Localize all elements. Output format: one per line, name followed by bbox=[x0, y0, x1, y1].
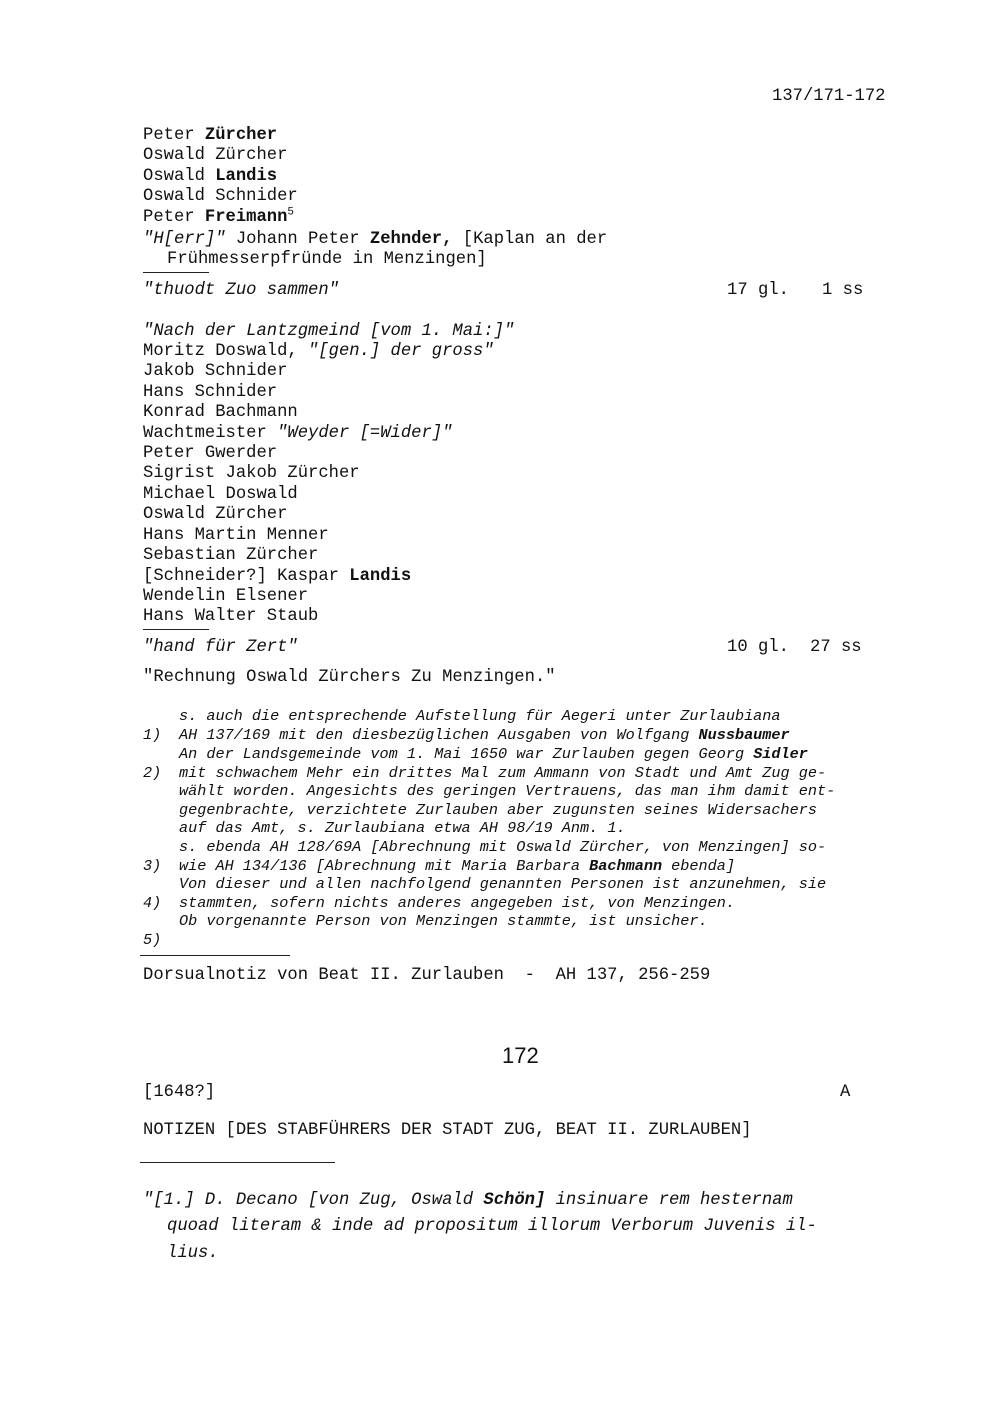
list-item: [Schneider?] Kaspar Landis bbox=[143, 567, 412, 586]
account-title: "Rechnung Oswald Zürchers Zu Menzingen." bbox=[143, 668, 556, 687]
list-item: Jakob Schnider bbox=[143, 362, 288, 381]
document-letter: A bbox=[840, 1083, 851, 1102]
footnote-marker: 5 bbox=[287, 206, 295, 219]
footnote-5: 5) Ob vorgenannte Person von Menzingen stammte, ist unsicher. bbox=[143, 912, 708, 949]
list-item: Oswald Schnider bbox=[143, 187, 298, 206]
dorsual-note: Dorsualnotiz von Beat II. Zurlauben - AH 137, 256-259 bbox=[143, 966, 711, 985]
sum-label: "hand für Zert" bbox=[143, 638, 298, 657]
list-item: Peter Zürcher bbox=[143, 126, 278, 145]
latin-line: lius. bbox=[167, 1244, 219, 1263]
latin-line: "[1.] D. Decano [von Zug, Oswald Schön] insinuare rem hesternam bbox=[143, 1191, 793, 1210]
list-item-zehnder: "H[err]" Johann Peter Zehnder, [Kaplan an der bbox=[143, 230, 608, 249]
section-heading: "Nach der Lantzgmeind [vom 1. Mai:]" bbox=[143, 322, 515, 341]
latin-line: quoad literam & inde ad propositum illorum Verborum Juvenis il- bbox=[167, 1217, 817, 1236]
sum-schilling: 1 ss bbox=[822, 281, 864, 300]
list-item: Peter Gwerder bbox=[143, 444, 278, 463]
sum-gulden: 17 gl. bbox=[727, 281, 789, 300]
list-item: Wachtmeister "Weyder [=Wider]" bbox=[143, 424, 453, 443]
list-item: Hans Martin Menner bbox=[143, 526, 329, 545]
list-item: Moritz Doswald, "[gen.] der gross" bbox=[143, 342, 494, 361]
page-reference: 137/171-172 bbox=[772, 87, 886, 106]
sum-label: "thuodt Zuo sammen" bbox=[143, 281, 339, 300]
sum-divider bbox=[143, 629, 209, 630]
sum-divider bbox=[143, 272, 209, 273]
footnote-1: 1) s. auch die entsprechende Aufstellung für Aegeri unter Zurlaubiana AH 137/169 mit den diesbezüglichen Ausgaben von Wolfgang Nussbaumer bbox=[143, 707, 790, 744]
list-item: Peter Freimann$^5$ bbox=[143, 206, 295, 227]
list-item: Wendelin Elsener bbox=[143, 587, 309, 606]
list-item: Sigrist Jakob Zürcher bbox=[143, 464, 360, 483]
footnote-4: 4) Von dieser und allen nachfolgend genannten Personen ist anzunehmen, sie stammten, sofern nichts anderes angegeben ist, von Menzingen. bbox=[143, 875, 827, 912]
list-item: Michael Doswald bbox=[143, 485, 298, 504]
section-divider bbox=[140, 955, 290, 956]
list-item: Sebastian Zürcher bbox=[143, 546, 319, 565]
list-item: Oswald Zürcher bbox=[143, 505, 288, 524]
list-item: Oswald Zürcher bbox=[143, 146, 288, 165]
document-date: [1648?] bbox=[143, 1083, 216, 1102]
footnote-3: 3) s. ebenda AH 128/69A [Abrechnung mit Oswald Zürcher, von Menzingen] so- wie AH 134/136 [Abrechnung mit Maria Barbara Bachmann ebenda] bbox=[143, 838, 827, 875]
sum-schilling: 27 ss bbox=[810, 638, 862, 657]
sum-gulden: 10 gl. bbox=[727, 638, 789, 657]
list-item: Hans Schnider bbox=[143, 383, 278, 402]
list-item: Oswald Landis bbox=[143, 167, 278, 186]
title-divider bbox=[140, 1162, 335, 1163]
footnote-2: 2) An der Landsgemeinde vom 1. Mai 1650 war Zurlauben gegen Georg Sidler mit schwachem Mehr ein drittes Mal zum Ammann von Stadt und Amt Zug ge- wählt worden. Angesichts des geringen Vertrauens, das man ihm damit ent- gegenbrachte, verzichtete Zurlauben aber zugunsten seines Widersachers auf das Amt, s. Zurlaubiana etwa AH 98/19 Anm. 1. bbox=[143, 745, 836, 838]
document-number: 172 bbox=[502, 1043, 539, 1068]
document-title: NOTIZEN [DES STABFÜHRERS DER STADT ZUG, BEAT II. ZURLAUBEN] bbox=[143, 1121, 752, 1140]
list-item-continuation: Frühmesserpfründe in Menzingen] bbox=[167, 250, 487, 269]
list-item: Hans Walter Staub bbox=[143, 607, 319, 626]
list-item: Konrad Bachmann bbox=[143, 403, 298, 422]
